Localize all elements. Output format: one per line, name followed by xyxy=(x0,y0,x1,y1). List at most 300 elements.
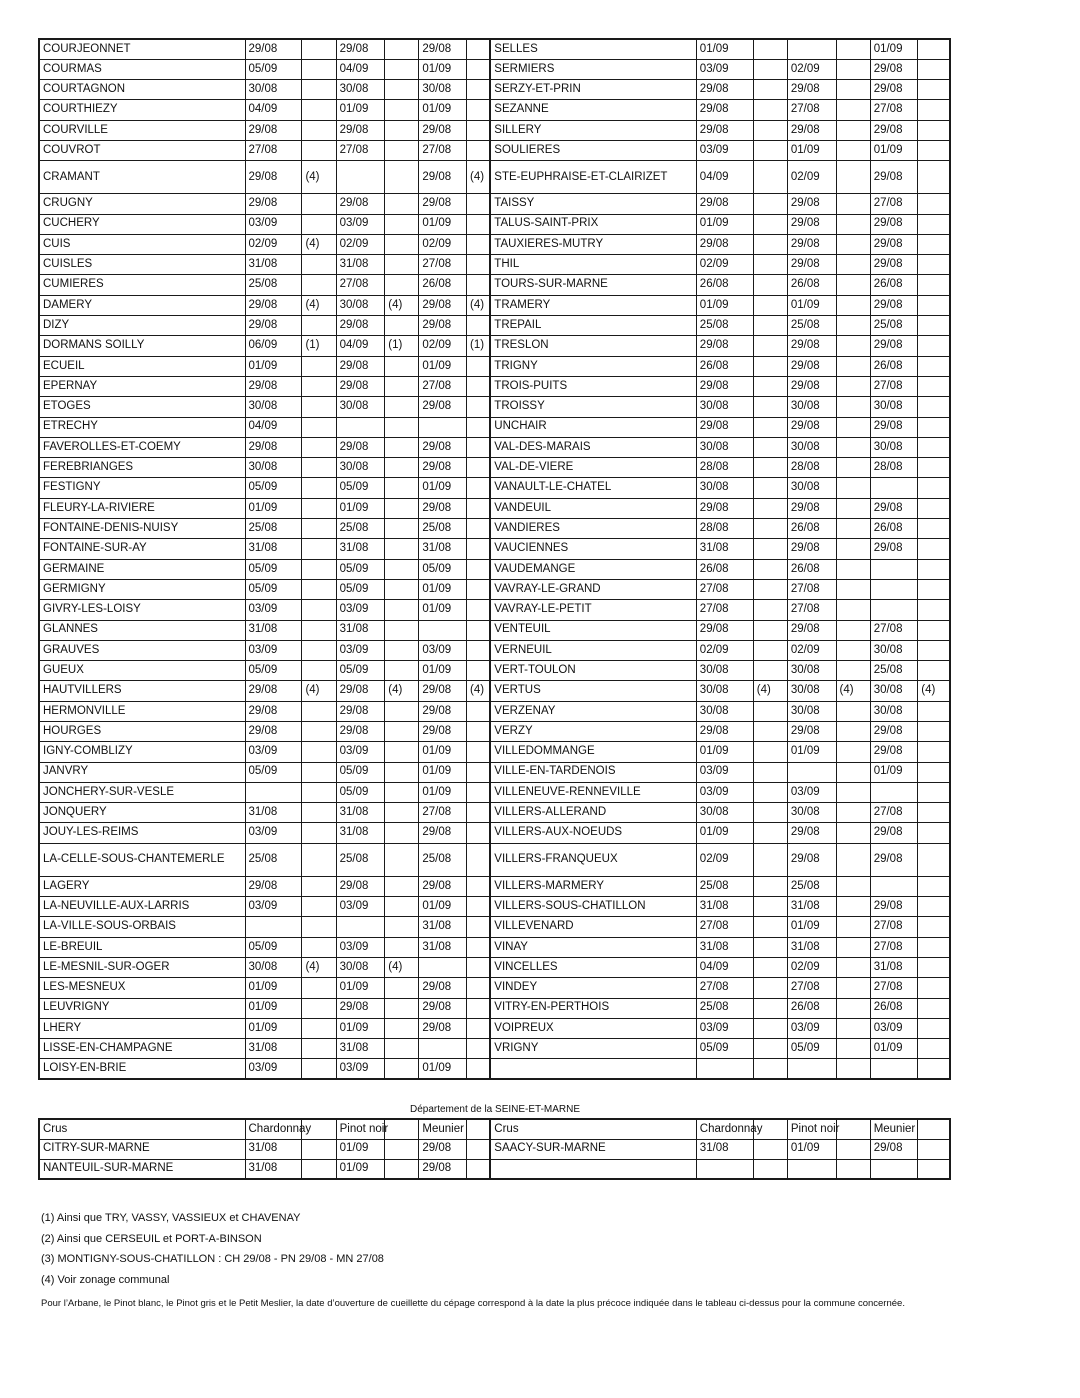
date-cell xyxy=(385,803,419,823)
date-cell: 04/09 xyxy=(696,957,753,977)
date-cell: 05/09 xyxy=(245,478,302,498)
date-cell: 29/08 xyxy=(787,214,836,234)
date-cell: 05/09 xyxy=(245,559,302,579)
date-cell xyxy=(467,762,491,782)
commune-cell: COURJEONNET xyxy=(39,39,245,59)
date-cell: 02/09 xyxy=(787,640,836,660)
commune-cell: VINCELLES xyxy=(490,957,696,977)
date-cell: 29/08 xyxy=(870,59,918,79)
date-cell: 01/09 xyxy=(419,742,467,762)
commune-cell: COURTHIEZY xyxy=(39,100,245,120)
date-cell: 01/09 xyxy=(336,1018,385,1038)
date-cell xyxy=(753,1039,787,1059)
commune-cell: VAUCIENNES xyxy=(490,539,696,559)
date-cell: 02/09 xyxy=(787,59,836,79)
column-header xyxy=(836,1119,870,1139)
commune-cell: TALUS-SAINT-PRIX xyxy=(490,214,696,234)
date-cell: 30/08 xyxy=(419,80,467,100)
date-cell: 25/08 xyxy=(870,316,918,336)
date-cell xyxy=(918,937,950,957)
commune-cell: VILLENEUVE-RENNEVILLE xyxy=(490,782,696,802)
commune-cell: FONTAINE-DENIS-NUISY xyxy=(39,519,245,539)
date-cell xyxy=(419,1039,467,1059)
commune-cell xyxy=(490,1059,696,1079)
date-cell xyxy=(385,917,419,937)
date-cell xyxy=(753,600,787,620)
commune-cell: GERMAINE xyxy=(39,559,245,579)
date-cell xyxy=(836,316,870,336)
date-cell xyxy=(918,437,950,457)
date-cell: 30/08 xyxy=(336,80,385,100)
date-cell: 29/08 xyxy=(419,437,467,457)
date-cell xyxy=(836,1059,870,1079)
date-cell: (4) xyxy=(385,295,419,315)
commune-cell: LAGERY xyxy=(39,876,245,896)
date-cell: 31/08 xyxy=(696,1139,753,1159)
date-cell: 29/08 xyxy=(245,681,302,701)
date-cell: 29/08 xyxy=(870,295,918,315)
commune-cell: COURVILLE xyxy=(39,120,245,140)
date-cell xyxy=(836,39,870,59)
date-cell xyxy=(385,600,419,620)
date-cell xyxy=(467,275,491,295)
date-cell: 03/09 xyxy=(245,742,302,762)
date-cell xyxy=(302,59,336,79)
date-cell: 29/08 xyxy=(787,80,836,100)
date-cell xyxy=(753,1159,787,1179)
date-cell xyxy=(918,458,950,478)
date-cell xyxy=(787,1159,836,1179)
date-cell xyxy=(753,917,787,937)
date-cell: 29/08 xyxy=(419,39,467,59)
date-cell xyxy=(385,1159,419,1179)
table-row xyxy=(39,782,950,802)
date-cell: 31/08 xyxy=(336,803,385,823)
commune-cell: VAL-DE-VIERE xyxy=(490,458,696,478)
date-cell xyxy=(302,897,336,917)
date-cell: 30/08 xyxy=(245,397,302,417)
date-cell: 02/09 xyxy=(419,234,467,254)
date-cell xyxy=(836,539,870,559)
date-cell: 31/08 xyxy=(245,1159,302,1179)
date-cell: (1) xyxy=(385,336,419,356)
date-cell: 30/08 xyxy=(870,640,918,660)
date-cell: 26/08 xyxy=(787,275,836,295)
date-cell: (4) xyxy=(836,681,870,701)
date-cell xyxy=(385,234,419,254)
commune-cell: LE-MESNIL-SUR-OGER xyxy=(39,957,245,977)
date-cell: 29/08 xyxy=(696,620,753,640)
commune-cell: GERMIGNY xyxy=(39,579,245,599)
date-cell xyxy=(302,39,336,59)
date-cell: 29/08 xyxy=(419,876,467,896)
date-cell: 29/08 xyxy=(419,397,467,417)
date-cell xyxy=(836,1139,870,1159)
date-cell: 30/08 xyxy=(336,458,385,478)
date-cell: 29/08 xyxy=(870,120,918,140)
date-cell: (4) xyxy=(753,681,787,701)
date-cell xyxy=(753,275,787,295)
column-header xyxy=(467,1119,491,1139)
date-cell: 31/08 xyxy=(245,620,302,640)
date-cell xyxy=(918,478,950,498)
date-cell: 01/09 xyxy=(245,978,302,998)
table-row xyxy=(39,897,950,917)
date-cell: 03/09 xyxy=(336,937,385,957)
date-cell: 29/08 xyxy=(336,722,385,742)
date-cell: 29/08 xyxy=(870,498,918,518)
table-row xyxy=(39,803,950,823)
date-cell xyxy=(753,161,787,194)
date-cell xyxy=(385,356,419,376)
date-cell: 01/09 xyxy=(419,478,467,498)
date-cell xyxy=(836,843,870,876)
date-cell: 01/09 xyxy=(419,661,467,681)
date-cell xyxy=(918,519,950,539)
table-row xyxy=(39,539,950,559)
date-cell xyxy=(302,782,336,802)
date-cell xyxy=(918,600,950,620)
date-cell xyxy=(302,120,336,140)
commune-cell: VILLERS-MARMERY xyxy=(490,876,696,896)
commune-cell: VITRY-EN-PERTHOIS xyxy=(490,998,696,1018)
table-row xyxy=(39,161,950,194)
date-cell xyxy=(302,843,336,876)
date-cell xyxy=(753,876,787,896)
date-cell: 01/09 xyxy=(419,782,467,802)
commune-cell: HOURGES xyxy=(39,722,245,742)
commune-cell: JANVRY xyxy=(39,762,245,782)
date-cell: 03/09 xyxy=(336,742,385,762)
date-cell xyxy=(836,80,870,100)
date-cell: 29/08 xyxy=(419,722,467,742)
date-cell xyxy=(870,782,918,802)
date-cell xyxy=(918,876,950,896)
date-cell xyxy=(836,397,870,417)
date-cell: 30/08 xyxy=(336,397,385,417)
date-cell: 29/08 xyxy=(245,161,302,194)
table-row xyxy=(39,80,950,100)
date-cell: 04/09 xyxy=(245,417,302,437)
commune-cell: VAVRAY-LE-GRAND xyxy=(490,579,696,599)
date-cell: 03/09 xyxy=(870,1018,918,1038)
date-cell xyxy=(836,356,870,376)
date-cell: 29/08 xyxy=(419,701,467,721)
commune-cell: CITRY-SUR-MARNE xyxy=(39,1139,245,1159)
date-cell xyxy=(836,59,870,79)
date-cell: (1) xyxy=(302,336,336,356)
date-cell: 29/08 xyxy=(419,681,467,701)
date-cell xyxy=(753,843,787,876)
date-cell xyxy=(753,100,787,120)
date-cell: 01/09 xyxy=(419,897,467,917)
commune-cell: LA-CELLE-SOUS-CHANTEMERLE xyxy=(39,843,245,876)
commune-cell: SEZANNE xyxy=(490,100,696,120)
table-row xyxy=(39,498,950,518)
date-cell xyxy=(385,1059,419,1079)
date-cell: 30/08 xyxy=(870,397,918,417)
date-cell xyxy=(918,762,950,782)
date-cell xyxy=(302,937,336,957)
date-cell xyxy=(467,1039,491,1059)
date-cell: 31/08 xyxy=(245,539,302,559)
commune-cell: GRAUVES xyxy=(39,640,245,660)
date-cell: 29/08 xyxy=(336,701,385,721)
date-cell: (4) xyxy=(467,295,491,315)
date-cell xyxy=(467,998,491,1018)
commune-cell: VILLERS-SOUS-CHATILLON xyxy=(490,897,696,917)
date-cell: 29/08 xyxy=(787,722,836,742)
date-cell xyxy=(918,957,950,977)
date-cell: 01/09 xyxy=(336,978,385,998)
date-cell: 31/08 xyxy=(696,897,753,917)
date-cell: 02/09 xyxy=(696,640,753,660)
date-cell: 29/08 xyxy=(245,316,302,336)
date-cell xyxy=(467,458,491,478)
date-cell: 01/09 xyxy=(245,1018,302,1038)
commune-cell: VERNEUIL xyxy=(490,640,696,660)
harvest-dates-table xyxy=(38,38,951,1080)
date-cell: 29/08 xyxy=(870,897,918,917)
date-cell: 25/08 xyxy=(696,876,753,896)
date-cell: 25/08 xyxy=(245,275,302,295)
date-cell xyxy=(385,1039,419,1059)
date-cell xyxy=(753,234,787,254)
date-cell: 04/09 xyxy=(245,100,302,120)
date-cell xyxy=(753,194,787,214)
date-cell: 01/09 xyxy=(336,1159,385,1179)
date-cell: (4) xyxy=(302,234,336,254)
date-cell xyxy=(385,397,419,417)
date-cell: 01/09 xyxy=(787,295,836,315)
table-row xyxy=(39,275,950,295)
date-cell xyxy=(870,600,918,620)
date-cell: 26/08 xyxy=(696,275,753,295)
date-cell: 03/09 xyxy=(245,897,302,917)
date-cell xyxy=(753,1018,787,1038)
date-cell xyxy=(918,275,950,295)
date-cell xyxy=(467,120,491,140)
date-cell xyxy=(836,722,870,742)
date-cell xyxy=(753,722,787,742)
date-cell xyxy=(467,234,491,254)
date-cell xyxy=(918,782,950,802)
date-cell xyxy=(302,978,336,998)
commune-cell: VILLEDOMMANGE xyxy=(490,742,696,762)
date-cell xyxy=(918,1018,950,1038)
table-row xyxy=(39,701,950,721)
date-cell xyxy=(385,937,419,957)
date-cell xyxy=(836,762,870,782)
date-cell: 04/09 xyxy=(336,336,385,356)
date-cell: 31/08 xyxy=(419,917,467,937)
commune-cell: TAISSY xyxy=(490,194,696,214)
date-cell xyxy=(753,39,787,59)
date-cell: 02/09 xyxy=(696,255,753,275)
date-cell xyxy=(753,80,787,100)
date-cell: 05/09 xyxy=(336,559,385,579)
commune-cell: VENTEUIL xyxy=(490,620,696,640)
date-cell: 29/08 xyxy=(245,295,302,315)
date-cell xyxy=(302,417,336,437)
date-cell: 29/08 xyxy=(870,722,918,742)
commune-cell: VANDIERES xyxy=(490,519,696,539)
date-cell: 29/08 xyxy=(696,194,753,214)
commune-cell: FLEURY-LA-RIVIERE xyxy=(39,498,245,518)
date-cell: 29/08 xyxy=(787,620,836,640)
date-cell xyxy=(918,803,950,823)
date-cell xyxy=(753,376,787,396)
date-cell: 29/08 xyxy=(245,722,302,742)
date-cell xyxy=(245,782,302,802)
commune-cell: VERZENAY xyxy=(490,701,696,721)
date-cell xyxy=(918,978,950,998)
date-cell xyxy=(385,640,419,660)
date-cell: 31/08 xyxy=(245,803,302,823)
date-cell: 29/08 xyxy=(245,120,302,140)
date-cell: 01/09 xyxy=(419,762,467,782)
date-cell: (4) xyxy=(467,161,491,194)
date-cell xyxy=(302,539,336,559)
date-cell xyxy=(836,120,870,140)
date-cell: 02/09 xyxy=(696,843,753,876)
date-cell: 01/09 xyxy=(696,39,753,59)
column-header: Chardonnay xyxy=(245,1119,302,1139)
date-cell: 27/08 xyxy=(787,100,836,120)
commune-cell: SERMIERS xyxy=(490,59,696,79)
date-cell xyxy=(836,161,870,194)
date-cell xyxy=(870,559,918,579)
date-cell: 30/08 xyxy=(245,458,302,478)
date-cell: 30/08 xyxy=(696,661,753,681)
date-cell: 30/08 xyxy=(787,397,836,417)
date-cell xyxy=(918,417,950,437)
date-cell xyxy=(836,661,870,681)
date-cell xyxy=(836,600,870,620)
date-cell: 29/08 xyxy=(696,376,753,396)
date-cell xyxy=(918,336,950,356)
table-row xyxy=(39,600,950,620)
date-cell xyxy=(302,356,336,376)
date-cell xyxy=(836,803,870,823)
date-cell: 01/09 xyxy=(696,295,753,315)
date-cell xyxy=(467,539,491,559)
date-cell: 29/08 xyxy=(870,234,918,254)
date-cell: 27/08 xyxy=(696,978,753,998)
table-row xyxy=(39,140,950,160)
date-cell: 30/08 xyxy=(787,478,836,498)
date-cell: 27/08 xyxy=(870,937,918,957)
date-cell xyxy=(302,437,336,457)
date-cell xyxy=(753,417,787,437)
date-cell xyxy=(467,214,491,234)
commune-cell: TREPAIL xyxy=(490,316,696,336)
date-cell: (4) xyxy=(385,681,419,701)
date-cell xyxy=(753,498,787,518)
date-cell: (4) xyxy=(467,681,491,701)
date-cell: 29/08 xyxy=(787,539,836,559)
date-cell xyxy=(245,917,302,937)
date-cell xyxy=(385,1139,419,1159)
date-cell: 29/08 xyxy=(787,234,836,254)
date-cell: 31/08 xyxy=(336,823,385,843)
date-cell xyxy=(753,295,787,315)
date-cell xyxy=(302,478,336,498)
date-cell xyxy=(336,917,385,937)
date-cell xyxy=(467,255,491,275)
date-cell xyxy=(336,161,385,194)
commune-cell: LHERY xyxy=(39,1018,245,1038)
date-cell xyxy=(385,161,419,194)
commune-cell: LOISY-EN-BRIE xyxy=(39,1059,245,1079)
date-cell: 01/09 xyxy=(419,600,467,620)
date-cell xyxy=(918,356,950,376)
date-cell: 29/08 xyxy=(787,823,836,843)
date-cell xyxy=(467,519,491,539)
date-cell xyxy=(467,620,491,640)
date-cell: 29/08 xyxy=(787,120,836,140)
date-cell: 27/08 xyxy=(419,140,467,160)
date-cell: 27/08 xyxy=(696,579,753,599)
date-cell: 03/09 xyxy=(696,782,753,802)
table-row xyxy=(39,336,950,356)
table-row xyxy=(39,640,950,660)
table-row xyxy=(39,194,950,214)
commune-cell: ETRECHY xyxy=(39,417,245,437)
date-cell xyxy=(836,937,870,957)
date-cell xyxy=(918,1059,950,1079)
date-cell: 01/09 xyxy=(696,823,753,843)
date-cell: 03/09 xyxy=(245,600,302,620)
commune-cell: TOURS-SUR-MARNE xyxy=(490,275,696,295)
table-row xyxy=(39,681,950,701)
commune-cell: TRIGNY xyxy=(490,356,696,376)
footnote-2: (2) Ainsi que CERSEUIL et PORT-A-BINSON xyxy=(41,1232,262,1245)
commune-cell: VAUDEMANGE xyxy=(490,559,696,579)
date-cell xyxy=(467,579,491,599)
date-cell xyxy=(753,1059,787,1079)
date-cell xyxy=(302,876,336,896)
date-cell: 29/08 xyxy=(870,80,918,100)
date-cell xyxy=(385,701,419,721)
date-cell xyxy=(467,782,491,802)
date-cell xyxy=(467,742,491,762)
date-cell: 30/08 xyxy=(787,701,836,721)
date-cell xyxy=(385,559,419,579)
date-cell: 29/08 xyxy=(787,356,836,376)
date-cell xyxy=(302,917,336,937)
date-cell: 26/08 xyxy=(870,998,918,1018)
date-cell xyxy=(836,559,870,579)
date-cell xyxy=(302,194,336,214)
date-cell xyxy=(836,417,870,437)
date-cell xyxy=(302,519,336,539)
column-header: Crus xyxy=(39,1119,245,1139)
date-cell xyxy=(836,897,870,917)
date-cell: 25/08 xyxy=(696,998,753,1018)
date-cell xyxy=(467,437,491,457)
date-cell: 29/08 xyxy=(336,681,385,701)
date-cell: 26/08 xyxy=(787,998,836,1018)
date-cell: 27/08 xyxy=(696,600,753,620)
date-cell xyxy=(385,100,419,120)
date-cell xyxy=(302,620,336,640)
date-cell: 31/08 xyxy=(419,539,467,559)
date-cell: (4) xyxy=(302,681,336,701)
date-cell xyxy=(836,917,870,937)
date-cell xyxy=(918,376,950,396)
date-cell xyxy=(836,701,870,721)
